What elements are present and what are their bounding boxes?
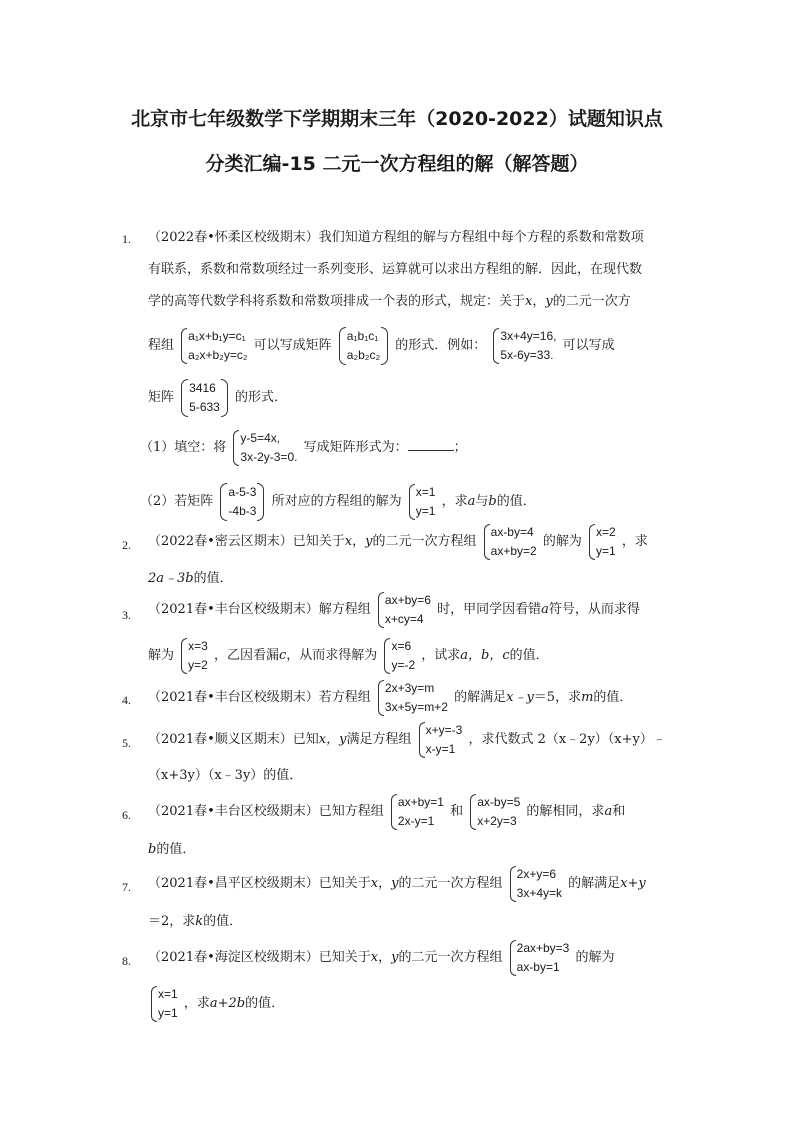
equation-system: 2x+3y=m 3x+5y=m+2: [377, 679, 448, 717]
matrix: a-5-3 -4b-3: [219, 483, 265, 521]
equation-system: ax-by=4 ax+by=2: [483, 523, 537, 561]
question-text: （2021春•丰台区校级期末）解方程组 ax+by=6 x+cy=4 时，甲同学因看错a符号，从而求得: [148, 586, 640, 634]
question-number: 7.: [122, 880, 131, 894]
question-text: 学的高等代数学科将系数和常数项排成一个表的形式，规定：关于x，y的二元一次方: [148, 294, 631, 309]
equation-system: a₁x+b₁y=c₁ a₂x+b₂y=c₂: [180, 327, 247, 365]
question-text: （2021春•昌平区校级期末）已知关于x，y的二元一次方程组 2x+y=6 3x+4y=k 的解满足x+y: [148, 860, 646, 908]
question-text: （2022春•怀柔区校级期末）我们知道方程组的解与方程组中每个方程的系数和常数项: [148, 230, 644, 245]
question-number: 6.: [122, 808, 131, 822]
question-text: （2021春•丰台区校级期末）已知方程组 ax+by=1 2x-y=1 和 ax-by=5 x+2y=3 的解相同，求a和: [148, 788, 625, 836]
question-text: b的值．: [148, 842, 196, 857]
question-number: 5.: [122, 736, 131, 750]
equation-system: ax+by=6 x+cy=4: [377, 591, 431, 629]
equation-system: x=6 y=-2: [383, 637, 415, 675]
question-text: 2a﹣3b的值．: [148, 571, 233, 586]
question-text: （2021春•海淀区校级期末）已知关于x，y的二元一次方程组 2ax+by=3 ax-by=1 的解为: [148, 934, 615, 982]
question-number: 1.: [122, 232, 131, 246]
question-text: （x+3y）（x﹣3y）的值．: [148, 768, 303, 783]
question-text: 矩阵 3416 5-633 的形式．: [148, 374, 287, 422]
title-line-2: 分类汇编-15 二元一次方程组的解（解答题）: [205, 153, 589, 175]
question-text: ＝2，求k的值．: [148, 914, 243, 929]
matrix: 3416 5-633: [180, 379, 229, 417]
equation-system: 2ax+by=3 ax-by=1: [509, 939, 570, 977]
sub-question-1: （1）填空：将 y-5=4x, 3x-2y-3=0. 写成矩阵形式为： ；: [140, 424, 467, 472]
equation-system: y-5=4x, 3x-2y-3=0.: [232, 429, 297, 467]
equation-system: ax+by=1 2x-y=1: [390, 793, 444, 831]
equation-system: x=1 y=1: [150, 985, 178, 1023]
question-text: （2021春•顺义区期末）已知x，y满足方程组 x+y=-3 x-y=1 ，求代数式 2（x﹣2y）（x+y）﹣: [148, 716, 666, 764]
question-number: 2.: [122, 538, 131, 552]
answer-blank[interactable]: [408, 438, 454, 451]
question-text: 解为 x=3 y=2 ，乙因看漏c，从而求得解为 x=6 y=-2 ，试求a，b，c的值．: [148, 632, 549, 680]
sub-question-2: （2）若矩阵 a-5-3 -4b-3 所对应的方程组的解为 x=1 y=1 ，求a与b的值．: [140, 478, 536, 526]
matrix: a₁b₁c₁ a₂b₂c₂: [338, 327, 389, 365]
equation-system: 2x+y=6 3x+4y=k: [509, 865, 562, 903]
equation-system: x=1 y=1: [408, 483, 436, 521]
question-number: 3.: [122, 608, 131, 622]
title-line-1: 北京市七年级数学下学期期末三年（2020-2022）试题知识点: [131, 108, 663, 130]
question-text: （2021春•丰台区校级期末）若方程组 2x+3y=m 3x+5y=m+2 的解满足x﹣y＝5，求m的值．: [148, 674, 632, 722]
question-text: x=1 y=1 ，求a+2b的值．: [148, 980, 284, 1028]
equation-system: x=2 y=1: [588, 523, 616, 561]
question-number: 8.: [122, 954, 131, 968]
question-text: （2022春•密云区期末）已知关于x，y的二元一次方程组 ax-by=4 ax+by=2 的解为 x=2 y=1 ，求: [148, 518, 648, 566]
equation-system: x+y=-3 x-y=1: [418, 721, 463, 759]
question-text: 有联系，系数和常数项经过一系列变形、运算就可以求出方程组的解．因此，在现代数: [148, 262, 643, 277]
equation-system: 3x+4y=16, 5x-6y=33.: [492, 327, 556, 365]
question-number: 4.: [122, 693, 131, 707]
question-text: 程组 a₁x+b₁y=c₁ a₂x+b₂y=c₂ 可以写成矩阵 a₁b₁c₁ a₂b₂c₂ 的形式．例如： 3x+4y=16, 5x-6y=33. 可以写成: [148, 322, 615, 370]
equation-system: ax-by=5 x+2y=3: [469, 793, 520, 831]
equation-system: x=3 y=2: [180, 637, 208, 675]
